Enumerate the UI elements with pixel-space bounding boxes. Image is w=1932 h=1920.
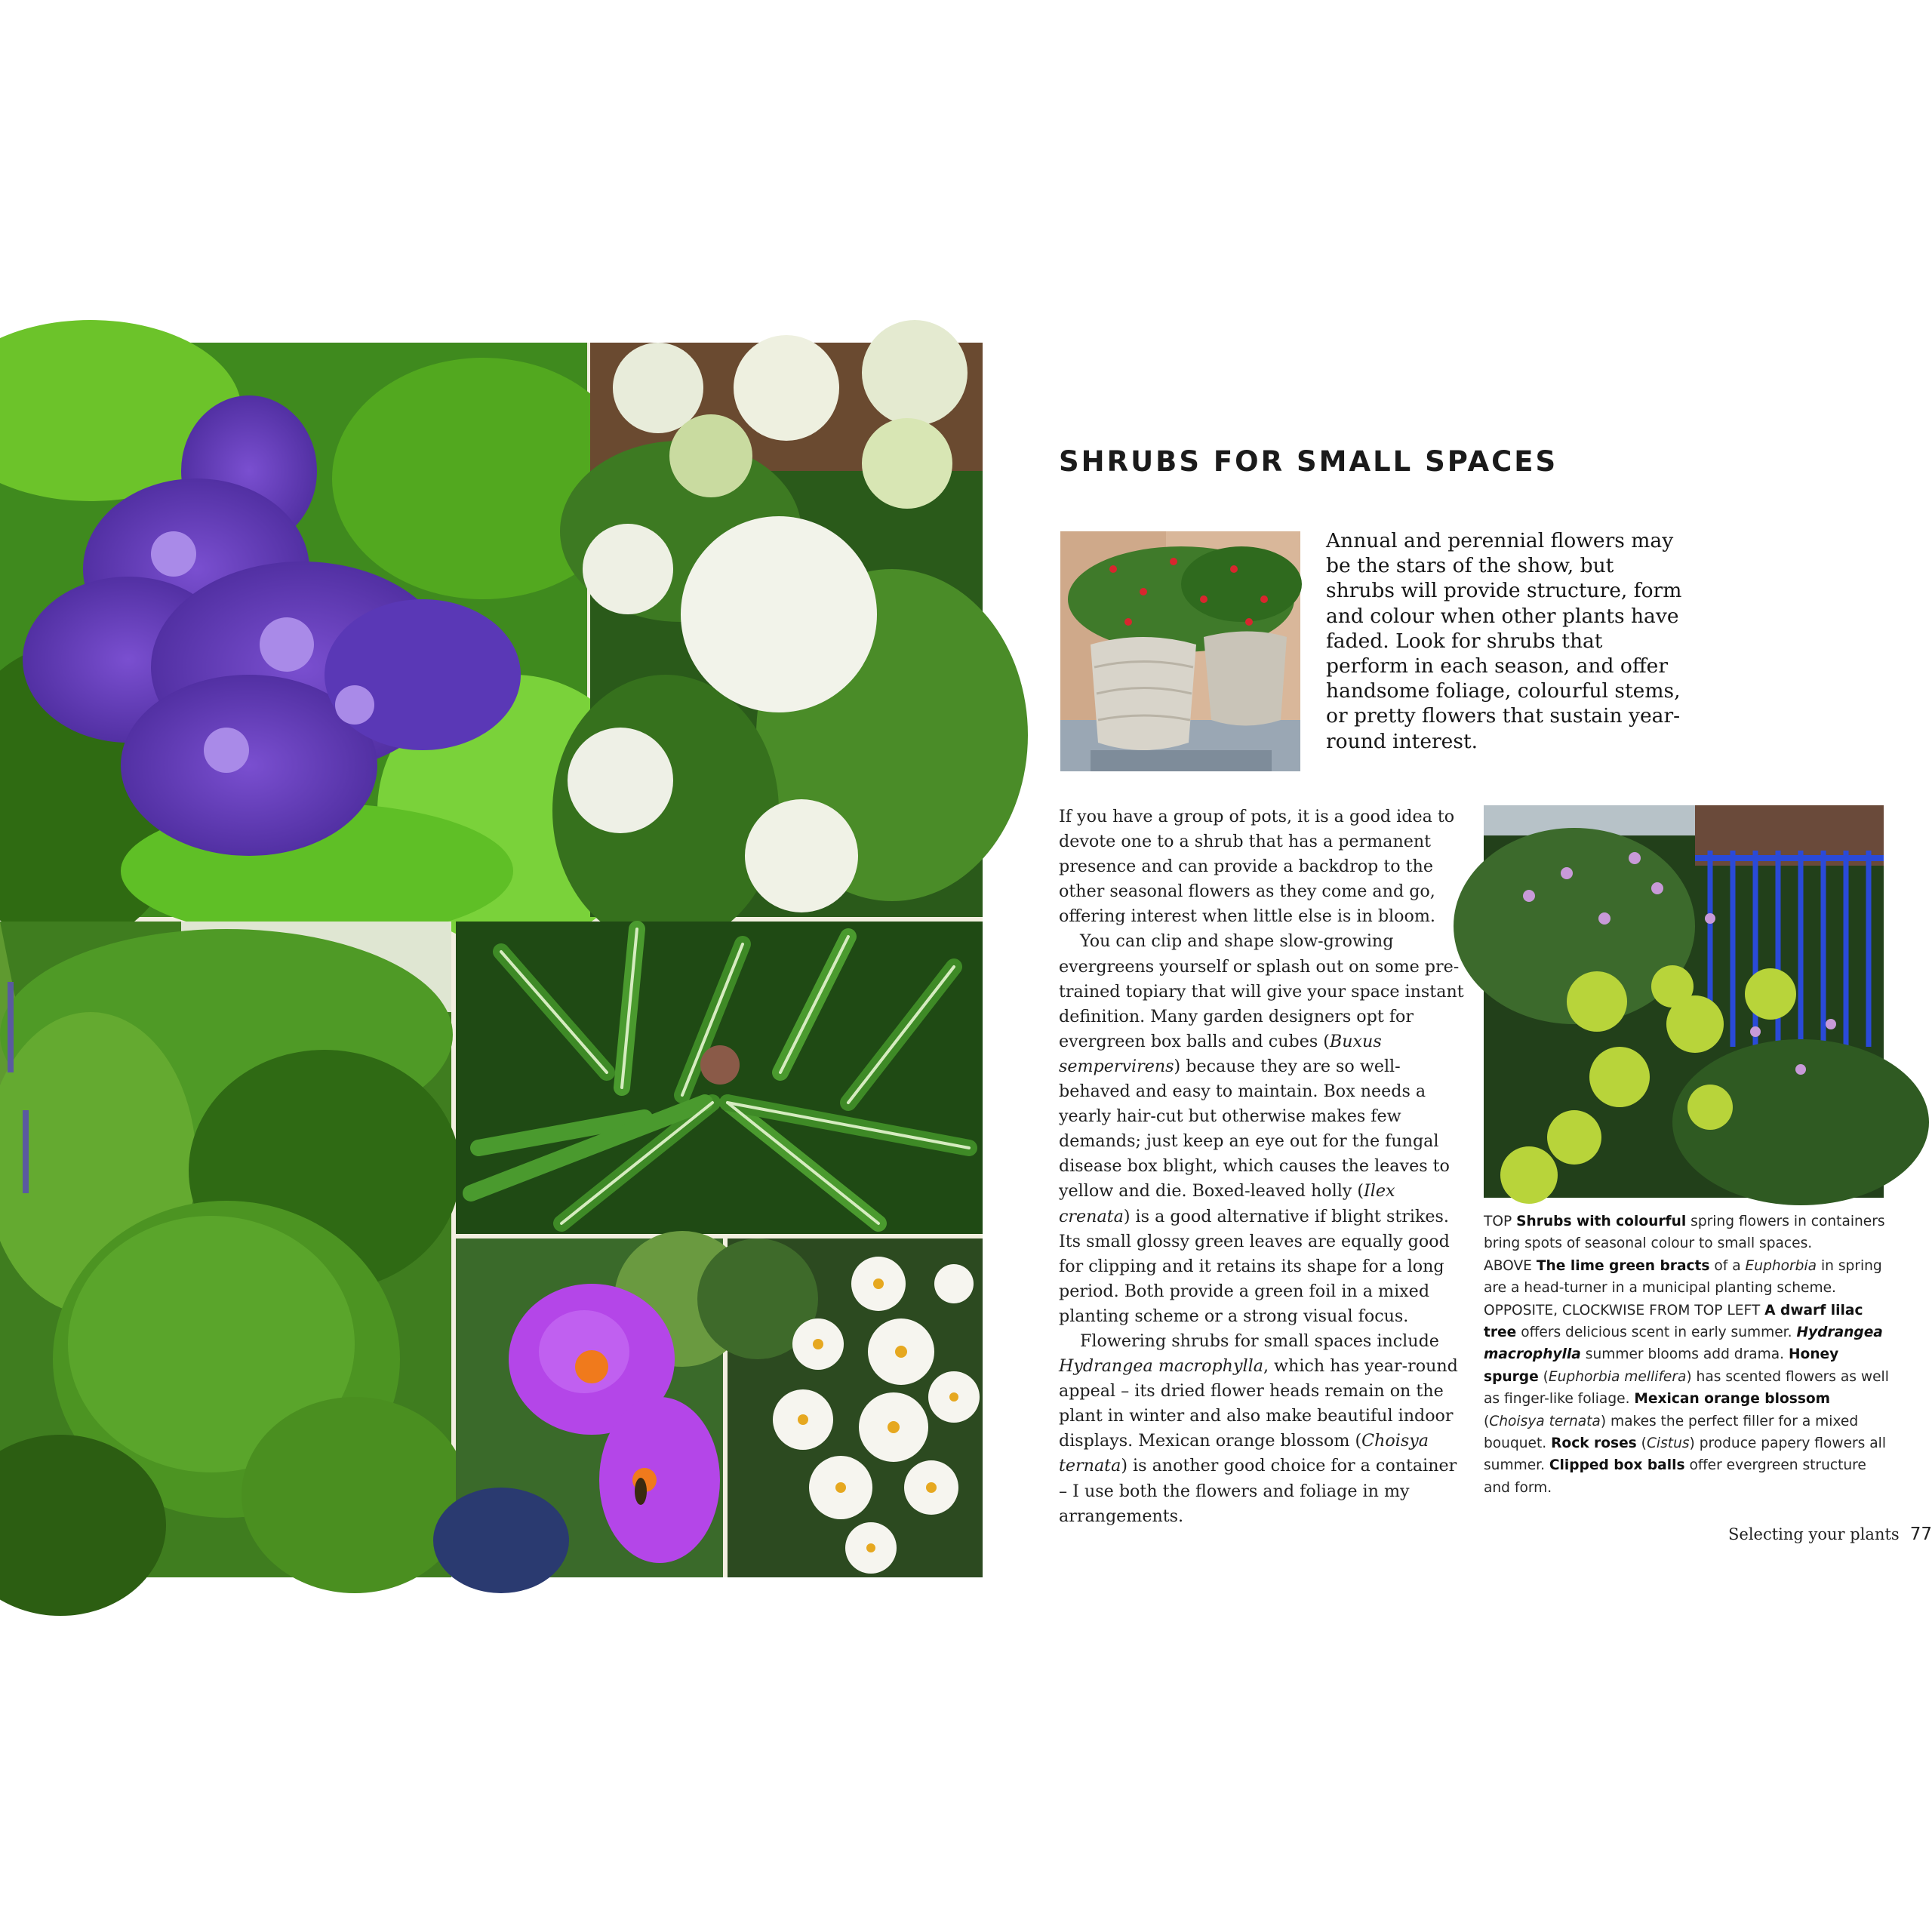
photo-hydrangea: [590, 343, 983, 917]
page-heading: SHRUBS FOR SMALL SPACES: [1059, 445, 1558, 478]
text-run: ) is another good choice for a container – I use both the flowers and foliage in my arrangements.: [1059, 1456, 1457, 1526]
text-run: If you have a group of pots, it is a good idea to devote one to a shrub that has a permanent presence and can provide a backdrop to the other seasonal flowers as they come and go, offering interest when little else is in bloom.: [1059, 807, 1455, 927]
caption-emphasis: Shrubs with colourful: [1516, 1214, 1687, 1229]
text-run: , which has year-round appeal – its dried flower heads remain on the plant in winter and also make beautiful indoor displays. Mexican orange blossom (: [1059, 1356, 1458, 1451]
text-run: ) produce papery flowers all summer.: [1484, 1435, 1886, 1474]
body-paragraph: [1059, 1329, 1466, 1529]
text-run: of a: [1709, 1257, 1746, 1274]
caption-emphasis: A dwarf lilac tree: [1484, 1302, 1863, 1341]
text-run: Flowering shrubs for small spaces include: [1080, 1331, 1439, 1351]
text-run: (: [1636, 1435, 1647, 1452]
botanical-name: Hydrangea macrophylla: [1059, 1356, 1263, 1377]
botanical-name: Buxus sempervirens: [1059, 1031, 1382, 1076]
text-run: ABOVE: [1484, 1257, 1537, 1274]
text-run: offer evergreen structure and form.: [1484, 1457, 1866, 1496]
photo-dwarf-lilac: [0, 343, 587, 917]
caption-emphasis: Honey spurge: [1484, 1346, 1839, 1385]
text-run: ) because they are so well-behaved and easy to maintain. Box needs a yearly hair-cut but otherwise makes few demands; just keep an eye out for the fungal disease box blight, which causes the leaves to yellow and die. Boxed-leaved holly (: [1059, 1056, 1450, 1202]
text-run: offers delicious scent in early summer.: [1516, 1325, 1797, 1341]
text-run: spring flowers in containers bring spots of seasonal colour to small spaces.: [1484, 1214, 1885, 1252]
text-run: ) makes the perfect filler for a mixed bouquet.: [1484, 1413, 1859, 1452]
botanical-name: Ilex crenata: [1059, 1181, 1395, 1226]
running-footer-label: Selecting your plants: [1728, 1525, 1900, 1543]
photo-honey-spurge: [456, 922, 983, 1234]
body-text: [1059, 805, 1466, 1529]
photo-euphorbia-planting: [1484, 805, 1884, 1198]
text-run: You can clip and shape slow-growing evergreens yourself or splash out on some pre-trained topiary that will give your space instant definition. Many garden designers opt for evergreen box balls and cubes (: [1059, 931, 1464, 1051]
caption-emphasis: Clipped box balls: [1549, 1457, 1685, 1474]
page-number: 77: [1909, 1525, 1932, 1544]
caption-emphasis: The lime green bracts: [1536, 1257, 1710, 1274]
text-run: ) is a good alternative if blight strikes. Its small glossy green leaves are equally good for clipping and it retains its shape for a long period. Both provide a green foil in a mixed planting scheme or a strong visual focus.: [1059, 1206, 1450, 1326]
botanical-name: Euphorbia mellifera: [1548, 1368, 1687, 1385]
text-run: (: [1484, 1413, 1490, 1429]
photo-caption: [1484, 1211, 1893, 1499]
text-run: in spring are a head-turner in a municipal planting scheme.: [1484, 1257, 1882, 1297]
intro-paragraph: Annual and perennial flowers may be the stars of the show, but shrubs will provide structure, form and colour when other plants have faded. Look for shrubs that perform in each season, and offer handsome foliage, colourful stems, or pretty flowers that sustain year-round interest.: [1326, 529, 1682, 753]
botanical-name: Euphorbia: [1745, 1257, 1817, 1274]
caption-emphasis: Rock roses: [1551, 1435, 1637, 1452]
text-run: TOP: [1484, 1214, 1517, 1229]
body-paragraph: [1059, 805, 1466, 929]
text-run: summer blooms add drama.: [1580, 1346, 1789, 1363]
body-paragraph: [1059, 929, 1466, 1329]
photo-rock-roses: [456, 1238, 723, 1577]
botanical-name: Choisya ternata: [1059, 1431, 1429, 1476]
photo-shrubs-in-containers: [1060, 531, 1300, 771]
text-run: (: [1538, 1368, 1549, 1385]
page-footer: [1728, 1525, 1932, 1544]
text-run: ) has scented flowers as well as finger-like foliage.: [1484, 1368, 1889, 1408]
botanical-name: Choisya ternata: [1489, 1413, 1601, 1429]
photo-mexican-orange-blossom: [728, 1238, 983, 1577]
botanical-name: Cistus: [1646, 1435, 1690, 1452]
photo-clipped-box-balls: [0, 922, 451, 1577]
text-run: OPPOSITE, CLOCKWISE FROM TOP LEFT: [1484, 1302, 1765, 1318]
caption-emphasis: Hydrangea macrophylla: [1484, 1325, 1883, 1363]
caption-emphasis: Mexican orange blossom: [1634, 1391, 1831, 1408]
